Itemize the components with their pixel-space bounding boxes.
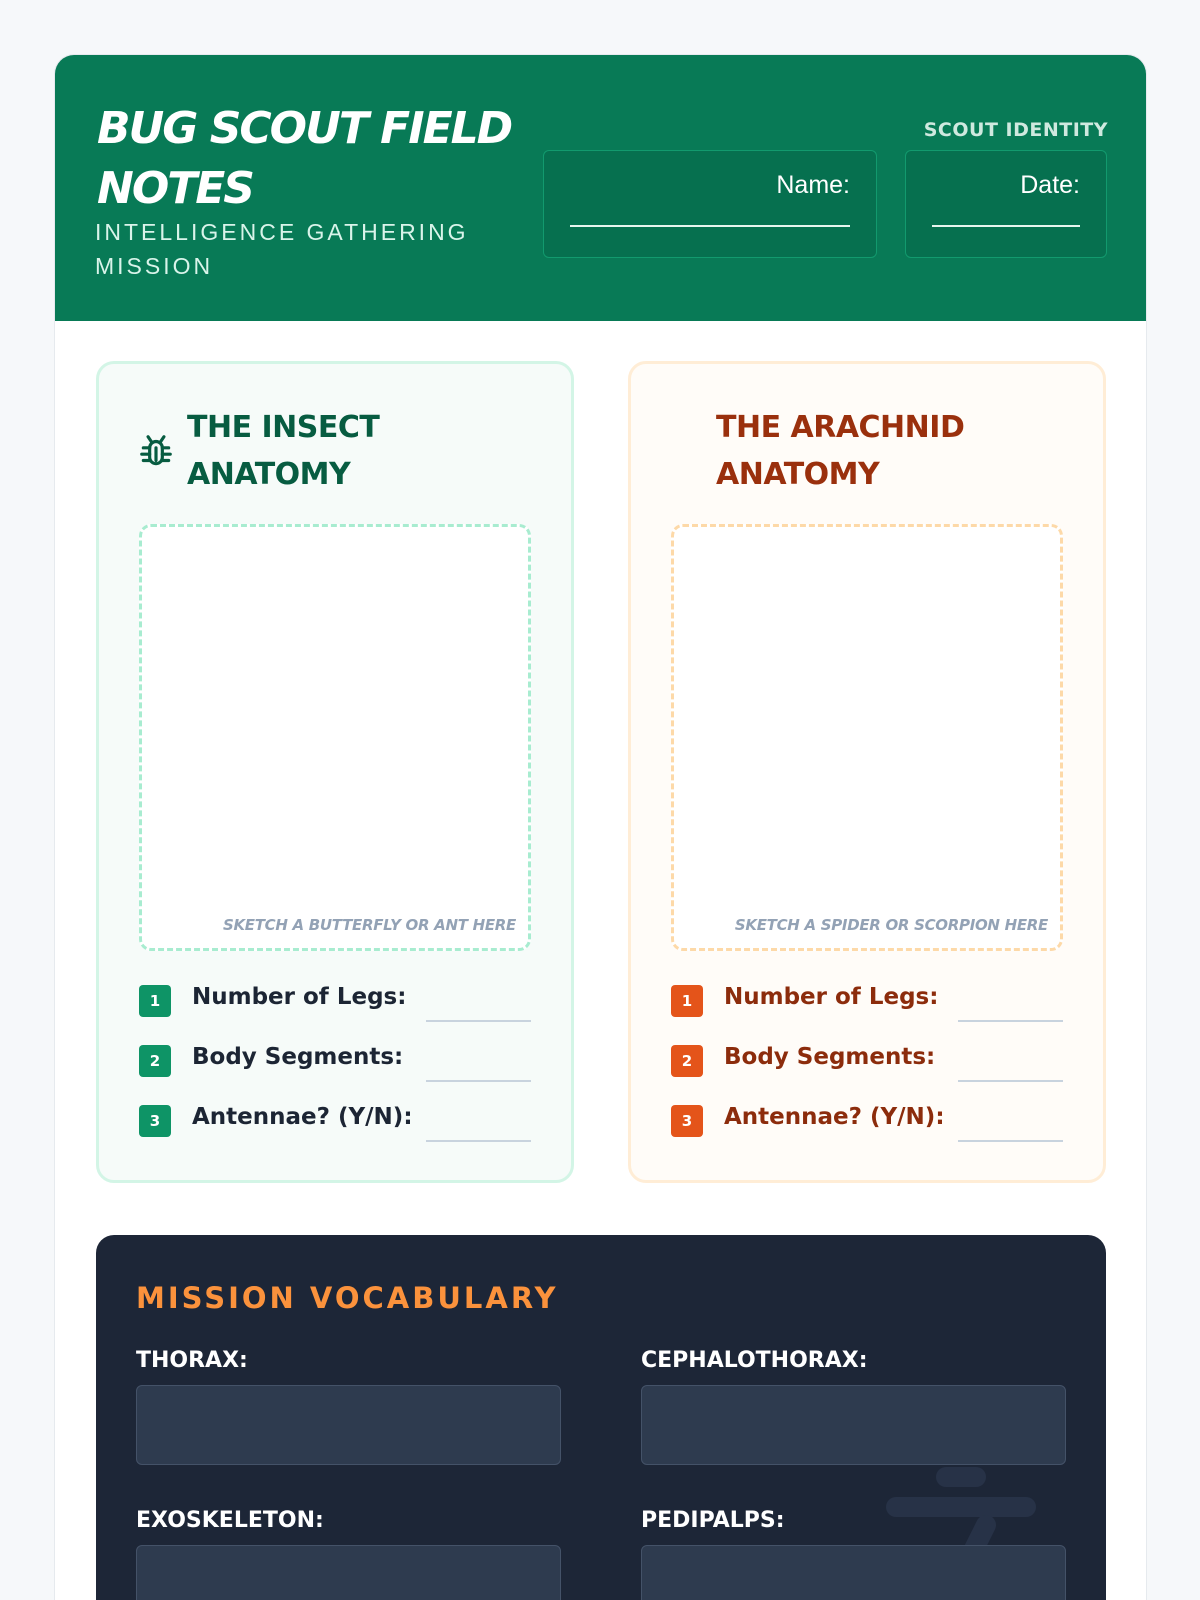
- arachnid-question-segments: [671, 1042, 1063, 1078]
- arachnid-sketch-hint: SKETCH A SPIDER OR SCORPION HERE: [734, 916, 1048, 934]
- insect-question-segments: [139, 1042, 531, 1078]
- name-field[interactable]: [543, 150, 877, 258]
- vocab-label-exoskeleton: EXOSKELETON:: [136, 1508, 324, 1533]
- insect-question-antennae: [139, 1102, 531, 1138]
- date-line: [932, 225, 1080, 227]
- question-label: Antennae? (Y/N):: [724, 1104, 945, 1130]
- question-number-badge: 1: [139, 985, 171, 1017]
- header: [55, 55, 1147, 321]
- arachnid-panel: [628, 361, 1106, 1183]
- question-label: Number of Legs:: [192, 984, 407, 1010]
- question-label: Body Segments:: [192, 1044, 404, 1070]
- arachnid-sketch-area[interactable]: [671, 524, 1063, 951]
- page-title: BUG SCOUT FIELD NOTES: [97, 103, 512, 214]
- question-number-badge: 3: [671, 1105, 703, 1137]
- insect-panel: [96, 361, 574, 1183]
- vocab-label-pedipalps: PEDIPALPS:: [641, 1508, 785, 1533]
- date-field[interactable]: [905, 150, 1107, 258]
- question-number-badge: 1: [671, 985, 703, 1017]
- insect-sketch-hint: SKETCH A BUTTERFLY OR ANT HERE: [222, 916, 516, 934]
- question-label: Antennae? (Y/N):: [192, 1104, 413, 1130]
- question-label: Number of Legs:: [724, 984, 939, 1010]
- field-notes-card: [54, 54, 1147, 1600]
- question-label: Body Segments:: [724, 1044, 936, 1070]
- answer-line[interactable]: [426, 1140, 531, 1142]
- answer-line[interactable]: [426, 1080, 531, 1082]
- vocabulary-section: [96, 1235, 1106, 1600]
- vocab-label-cephalothorax: CEPHALOTHORAX:: [641, 1348, 868, 1373]
- question-number-badge: 2: [139, 1045, 171, 1077]
- bug-icon: [137, 432, 175, 470]
- exoskeleton-input[interactable]: [136, 1545, 561, 1600]
- cephalothorax-input[interactable]: [641, 1385, 1066, 1465]
- insect-question-legs: [139, 982, 531, 1018]
- arachnid-question-antennae: [671, 1102, 1063, 1138]
- thorax-input[interactable]: [136, 1385, 561, 1465]
- answer-line[interactable]: [958, 1140, 1063, 1142]
- insect-sketch-area[interactable]: [139, 524, 531, 951]
- insect-title: THE INSECT ANATOMY: [187, 410, 380, 492]
- name-label: Name:: [776, 171, 850, 199]
- pedipalps-input[interactable]: [641, 1545, 1066, 1600]
- scout-identity-label: SCOUT IDENTITY: [923, 119, 1108, 141]
- answer-line[interactable]: [426, 1020, 531, 1022]
- answer-line[interactable]: [958, 1080, 1063, 1082]
- vocabulary-title: MISSION VOCABULARY: [136, 1281, 559, 1315]
- vocab-label-thorax: THORAX:: [136, 1348, 248, 1373]
- name-line: [570, 225, 850, 227]
- question-number-badge: 2: [671, 1045, 703, 1077]
- question-number-badge: 3: [139, 1105, 171, 1137]
- arachnid-title: THE ARACHNID ANATOMY: [716, 410, 965, 492]
- date-label: Date:: [1020, 171, 1080, 199]
- answer-line[interactable]: [958, 1020, 1063, 1022]
- page-subtitle: INTELLIGENCE GATHERING MISSION: [95, 219, 469, 279]
- arachnid-question-legs: [671, 982, 1063, 1018]
